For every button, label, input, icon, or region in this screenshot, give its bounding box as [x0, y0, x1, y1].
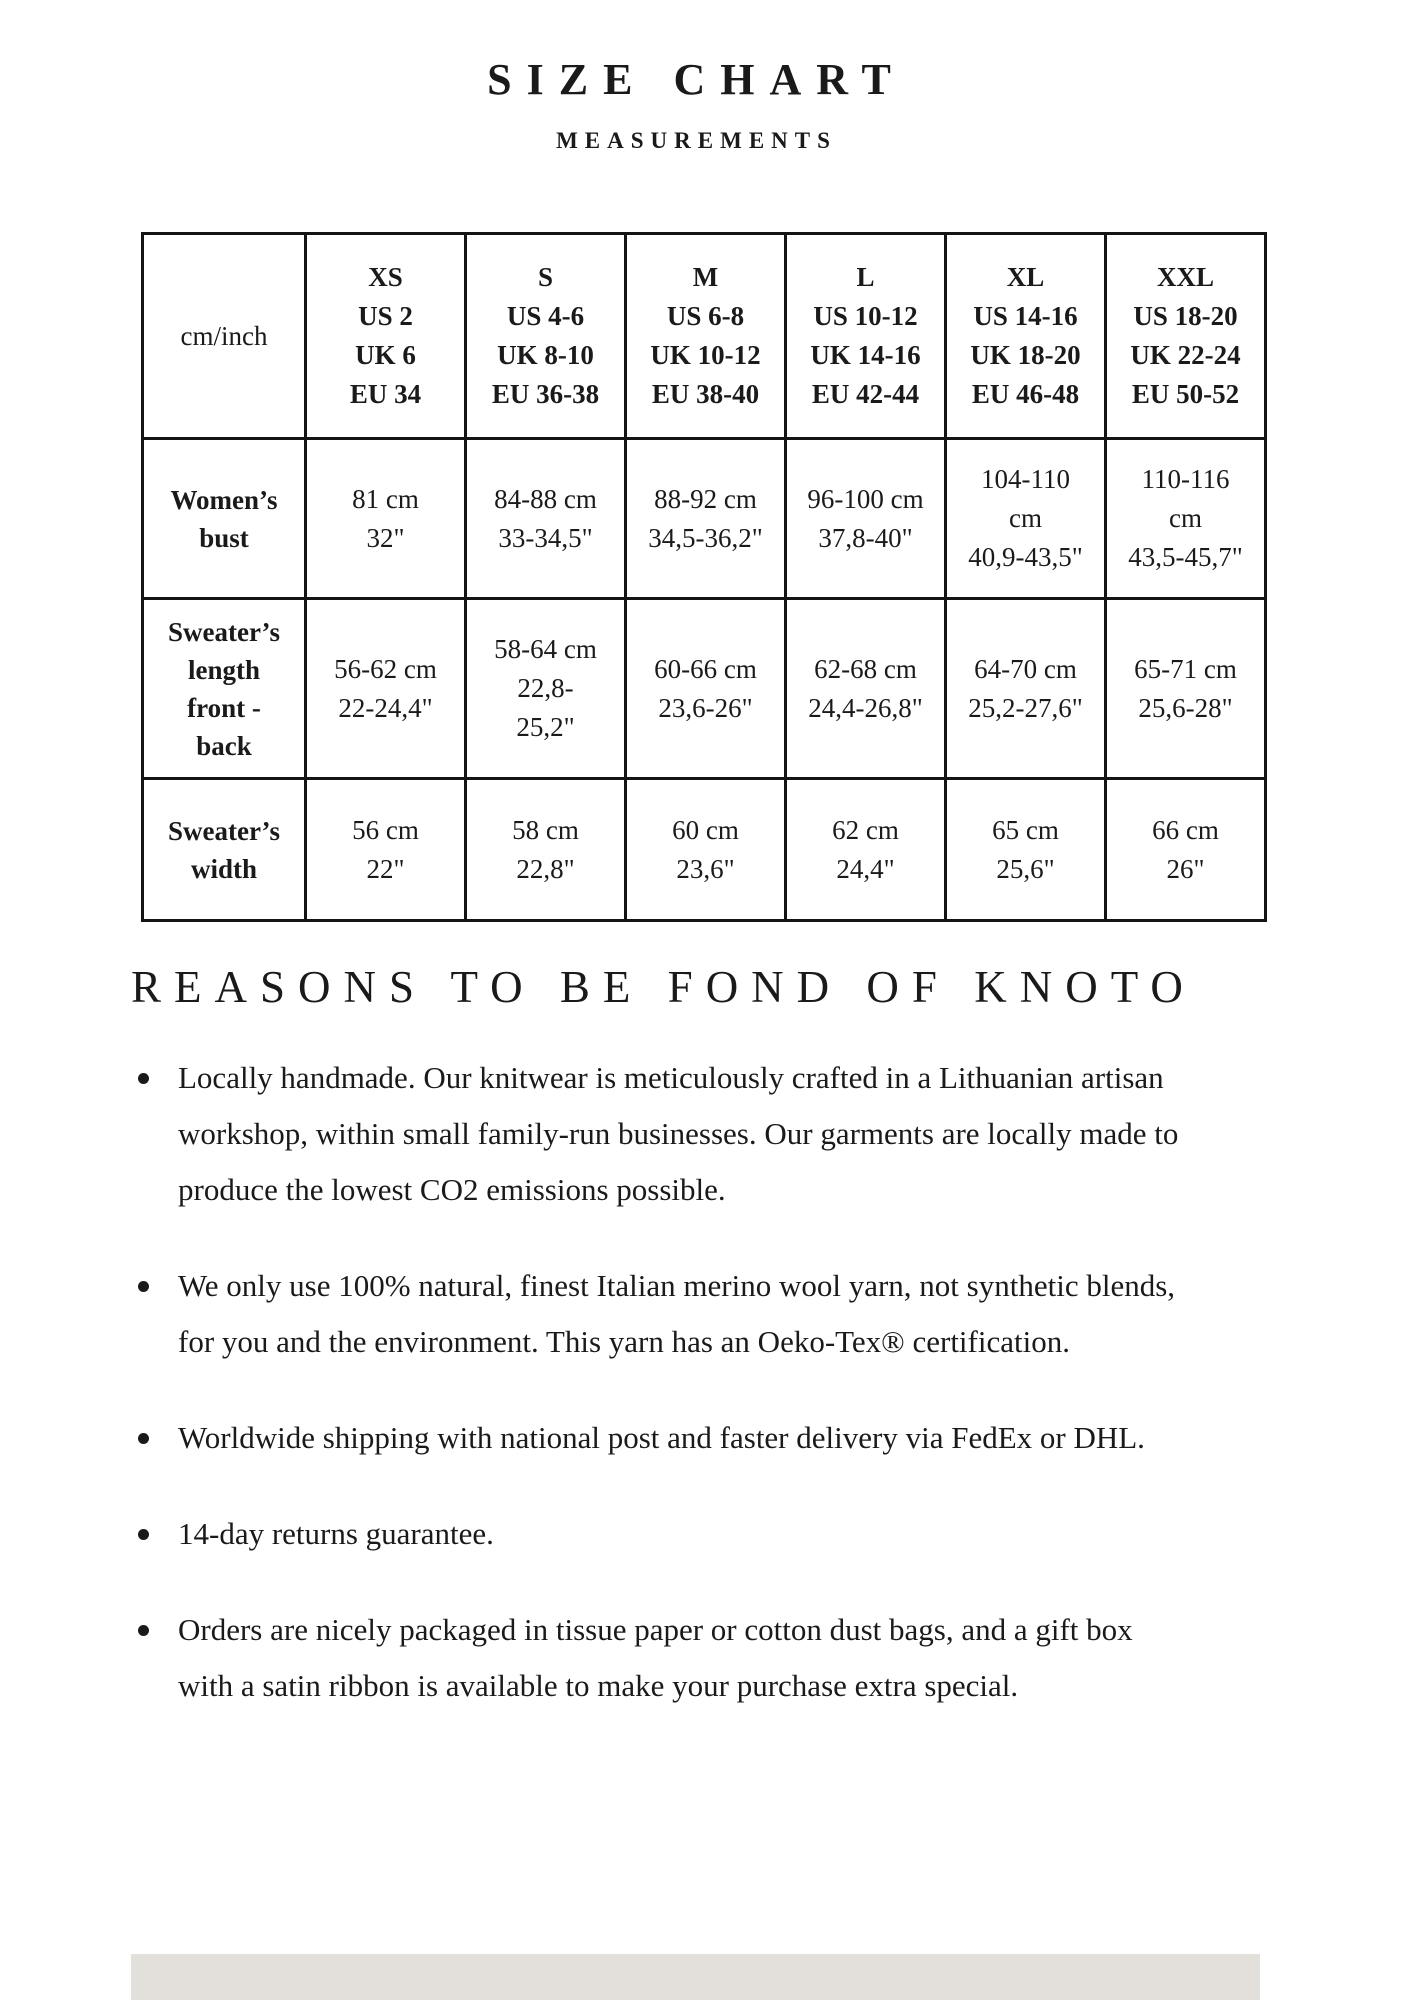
cell-text-line: cm [1169, 503, 1202, 533]
table-row [143, 599, 1266, 779]
cell-text-line: 24,4-26,8" [808, 692, 923, 723]
cell-text-line: US 10-12 [813, 301, 918, 331]
cell-text-line: 33-34,5" [498, 522, 593, 553]
size-column-header-l [786, 234, 946, 439]
cell-text-line: US 14-16 [973, 301, 1078, 331]
cell-text-line: 104-110 [981, 464, 1070, 494]
cell-text-line: UK 8-10 [497, 340, 594, 370]
cell-text-line: 25,6" [996, 853, 1055, 884]
cell-text-line: 40,9-43,5" [968, 542, 1083, 572]
unit-corner-cell: cm/inch [143, 234, 306, 439]
measurement-cell [946, 439, 1106, 599]
cell-text-line: XXL [1156, 262, 1214, 292]
measurement-cell [626, 779, 786, 921]
table-row [143, 439, 1266, 599]
measurement-cell [946, 779, 1106, 921]
page-subtitle: MEASUREMENTS [556, 128, 837, 153]
cell-text-line: 22" [366, 853, 405, 884]
measurement-cell [306, 779, 466, 921]
list-item [131, 1410, 1262, 1466]
cell-text-line: 56-62 cm [334, 653, 437, 684]
list-item [131, 1050, 1262, 1218]
measurement-cell [626, 439, 786, 599]
size-column-header-xs [306, 234, 466, 439]
cell-text-line: EU 36-38 [491, 379, 600, 409]
page-content [0, 50, 1262, 1714]
table-row [143, 779, 1266, 921]
list-item-text: Locally handmade. Our knitwear is meticulously crafted in a Lithuanian artisan workshop, within small family-run businesses. Our garments are locally made to produce the lowest CO2 emissions possible. [178, 1060, 1179, 1207]
cell-text-line: 60 cm [672, 814, 739, 845]
cell-text-line: UK 10-12 [650, 340, 761, 370]
cell-text-line: UK 14-16 [810, 340, 921, 370]
cell-text-line: EU 38-40 [651, 379, 760, 409]
list-item-text: Worldwide shipping with national post and faster delivery via FedEx or DHL. [178, 1420, 1145, 1455]
cell-text-line: 32" [366, 522, 405, 553]
row-label: Women’s bust [143, 439, 306, 599]
cell-text-line: XS [368, 262, 403, 292]
bullet-icon [138, 1073, 149, 1084]
cell-text-line: cm [1009, 503, 1042, 533]
cell-text-line: M [692, 262, 719, 292]
cell-text-line: 62-68 cm [814, 653, 917, 684]
cell-text-line: 26" [1166, 853, 1205, 884]
reasons-list [131, 1050, 1262, 1714]
row-label: Sweater’s width [143, 779, 306, 921]
cell-text-line: XL [1006, 262, 1045, 292]
cell-text-line: L [856, 262, 875, 292]
list-item [131, 1602, 1262, 1714]
cell-text-line: UK 22-24 [1130, 340, 1241, 370]
cell-text-line: 84-88 cm [494, 483, 597, 514]
measurement-cell [306, 599, 466, 779]
cell-text-line: US 18-20 [1133, 301, 1238, 331]
cell-text-line: 58 cm [512, 814, 579, 845]
cell-text-line: 62 cm [832, 814, 899, 845]
cell-text-line: UK 18-20 [970, 340, 1081, 370]
size-table-body [143, 439, 1266, 921]
cell-text-line: 81 cm [352, 483, 419, 514]
measurement-cell [1106, 779, 1266, 921]
bullet-icon [138, 1625, 149, 1636]
cell-text-line: 43,5-45,7" [1128, 542, 1243, 572]
list-item-text: 14-day returns guarantee. [178, 1516, 494, 1551]
page-title: SIZE CHART [487, 55, 906, 104]
cell-text-line: 24,4" [836, 853, 895, 884]
cell-text-line: 66 cm [1152, 814, 1219, 845]
measurement-cell [1106, 439, 1266, 599]
measurement-cell [786, 779, 946, 921]
cell-text-line: 88-92 cm [654, 483, 757, 514]
footer-bar [131, 1954, 1260, 2000]
size-column-header-m [626, 234, 786, 439]
measurement-cell [786, 599, 946, 779]
bullet-icon [138, 1433, 149, 1444]
cell-text-line: 60-66 cm [654, 653, 757, 684]
measurement-cell [466, 599, 626, 779]
cell-text-line: US 2 [358, 301, 413, 331]
size-column-header-xl [946, 234, 1106, 439]
cell-text-line: 65 cm [992, 814, 1059, 845]
cell-text-line: US 4-6 [506, 301, 585, 331]
size-chart-table [141, 232, 1267, 922]
measurement-cell [786, 439, 946, 599]
list-item [131, 1258, 1262, 1370]
cell-text-line: UK 6 [355, 340, 416, 370]
measurement-cell [466, 439, 626, 599]
cell-text-line: 25,2" [516, 712, 575, 742]
measurement-cell [946, 599, 1106, 779]
cell-text-line: 65-71 cm [1134, 653, 1237, 684]
cell-text-line: EU 34 [349, 379, 422, 409]
size-column-header-xxl [1106, 234, 1266, 439]
cell-text-line: 96-100 cm [807, 483, 924, 514]
size-table-header-row [143, 234, 1266, 439]
measurement-cell [466, 779, 626, 921]
measurement-cell [626, 599, 786, 779]
cell-text-line: 22,8" [516, 853, 575, 884]
bullet-icon [138, 1281, 149, 1292]
list-item-text: We only use 100% natural, finest Italian merino wool yarn, not synthetic blends, for you and the environment. This yarn has an Oeko-Tex® certification. [178, 1268, 1176, 1359]
list-item-text: Orders are nicely packaged in tissue paper or cotton dust bags, and a gift box with a satin ribbon is available to make your purchase extra special. [178, 1612, 1133, 1703]
cell-text-line: 34,5-36,2" [648, 522, 763, 553]
cell-text-line: 22,8- [517, 673, 574, 703]
cell-text-line: 56 cm [352, 814, 419, 845]
cell-text-line: 23,6-26" [658, 692, 753, 723]
measurement-cell [306, 439, 466, 599]
cell-text-line: 64-70 cm [974, 653, 1077, 684]
cell-text-line: 58-64 cm [494, 634, 597, 664]
cell-text-line: EU 46-48 [971, 379, 1080, 409]
cell-text-line: 25,6-28" [1138, 692, 1233, 723]
bullet-icon [138, 1529, 149, 1540]
cell-text-line: EU 50-52 [1131, 379, 1240, 409]
cell-text-line: 22-24,4" [338, 692, 433, 723]
cell-text-line: 23,6" [676, 853, 735, 884]
cell-text-line: 37,8-40" [818, 522, 913, 553]
size-column-header-s [466, 234, 626, 439]
cell-text-line: US 6-8 [666, 301, 745, 331]
cell-text-line: 110-116 [1141, 464, 1230, 494]
measurement-cell [1106, 599, 1266, 779]
cell-text-line: 25,2-27,6" [968, 692, 1083, 723]
list-item [131, 1506, 1262, 1562]
cell-text-line: EU 42-44 [811, 379, 920, 409]
reasons-heading: REASONS TO BE FOND OF KNOTO [131, 962, 1196, 1012]
cell-text-line: S [537, 262, 554, 292]
row-label: Sweater’s length front - back [143, 599, 306, 779]
